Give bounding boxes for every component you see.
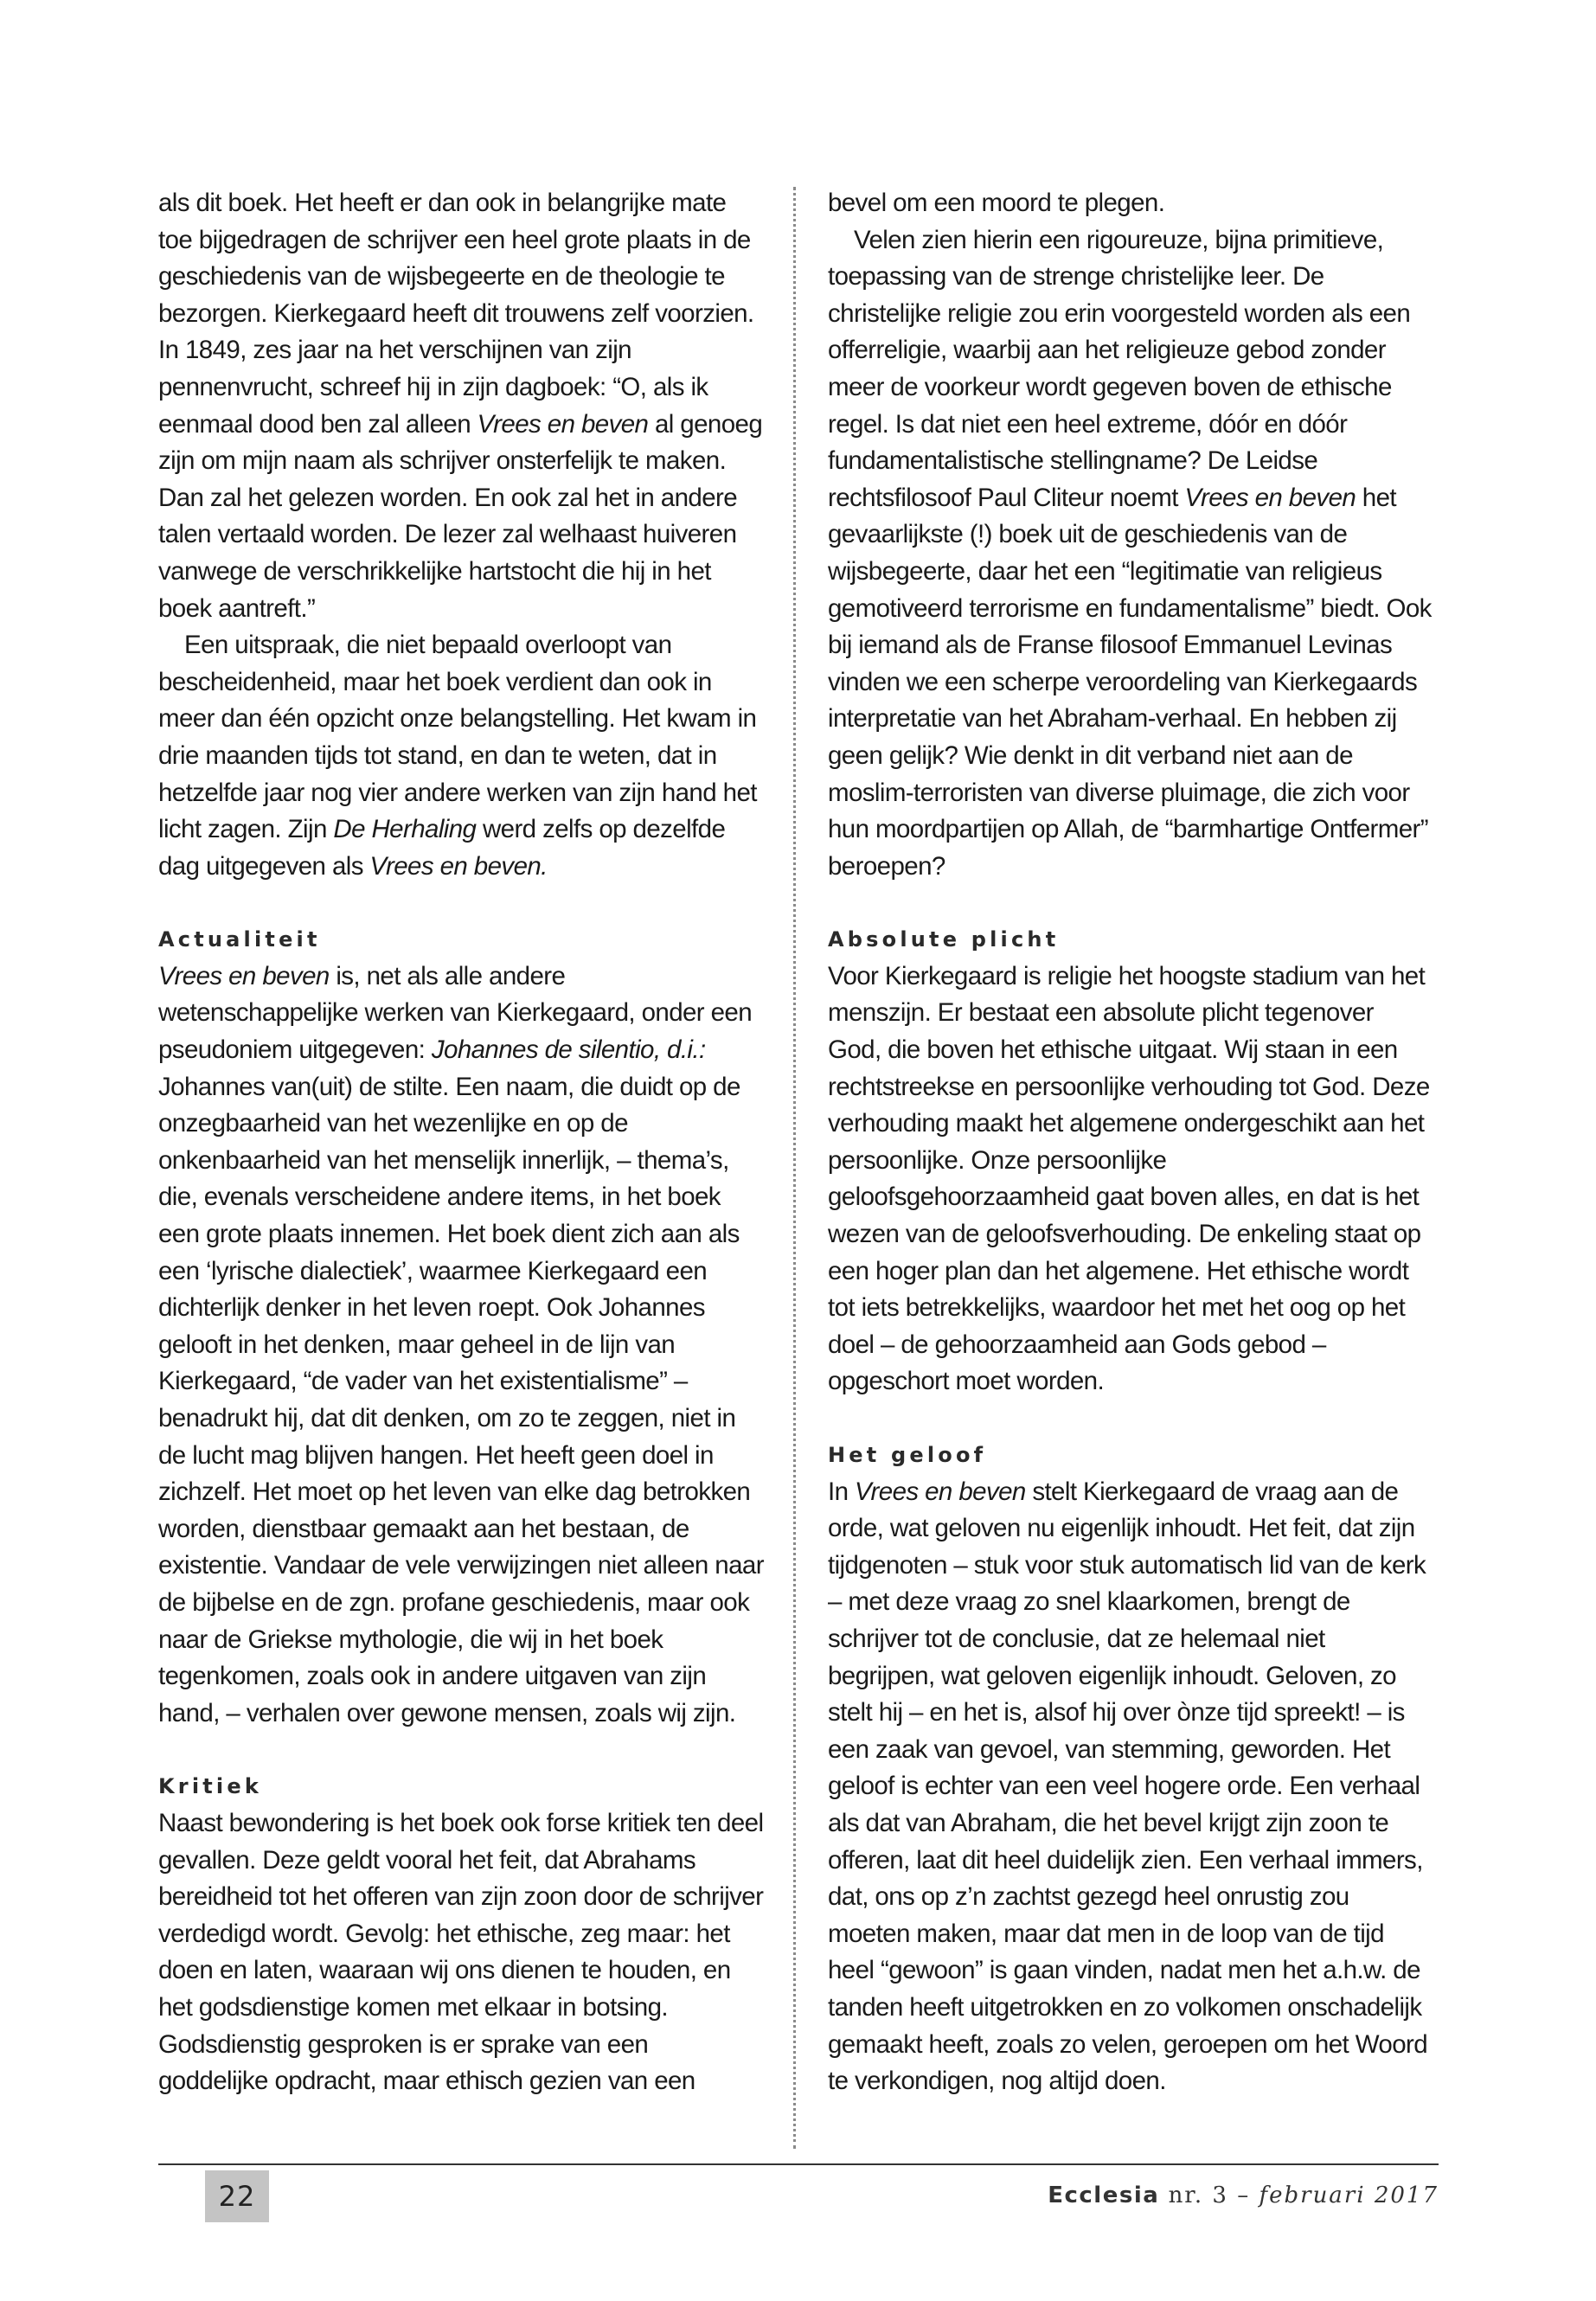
paragraph: als dit boek. Het heeft er dan ook in belangrijke mate toe bijgedragen de schrijver een heel grote plaats in de geschiedenis van de wijsbegeerte en de theologie te bezorgen. Kierkegaard heeft dit trouwens zelf voorzien. In 1849, zes jaar na het verschijnen van zijn pennenvrucht, schreef hij in zijn dagboek: “O, als ik eenmaal dood ben zal alleen Vrees en beven al genoeg zijn om mijn naam als schrijver onsterfelijk te maken. Dan zal het gelezen worden. En ook zal het in andere talen vertaald worden. De lezer zal welhaast huiveren vanwege de verschrikkelijke hartstocht die hij in het boek aantreft.” <box>158 189 763 623</box>
section-heading-het-geloof: Het geloof <box>828 1443 987 1467</box>
page-number: 22 <box>205 2170 269 2222</box>
column-divider <box>793 187 796 2149</box>
section-heading-absolute-plicht: Absolute plicht <box>828 927 1060 952</box>
paragraph: Vrees en beven is, net als alle andere wetenschappelijke werken van Kierkegaard, onder een pseudoniem uitgegeven: Johannes de silentio, d.i.: Johannes van(uit) de stilte. Een naam, die duidt op de onzegbaarheid van het wezenlijke en op de onkenbaarheid van het menselijk innerlijk, – thema’s, die, evenals verscheidene andere items, in het boek een grote plaats innemen. Het boek dient zich aan als een ‘lyrische dialectiek’, waarmee Kierkegaard een dichterlijk denker in het leven roept. Ook Johannes gelooft in het denken, maar geheel in de lijn van Kierkegaard, “de vader van het existentialisme” – benadrukt hij, dat dit denken, om zo te zeggen, niet in de lucht mag blijven hangen. Het heeft geen doel in zichzelf. Het moet op het leven van elke dag betrokken worden, dienstbaar gemaakt aan het bestaan, de existentie. Vandaar de vele verwijzingen niet alleen naar de bijbelse en de zgn. profane geschiedenis, maar ook naar de Griekse mythologie, die wij in het boek tegenkomen, zoals ook in andere uitgaven van zijn hand, – verhalen over gewone mensen, zoals wij zijn. <box>158 961 764 1727</box>
paragraph: Naast bewondering is het boek ook forse kritiek ten deel gevallen. Deze geldt vooral het feit, dat Abrahams bereidheid tot het offeren van zijn zoon door de schrijver verdedigd wordt. Gevolg: het ethische, zeg maar: het doen en laten, waaraan wij ons dienen te houden, en het godsdienstige komen met elkaar in botsing. Godsdienstig gesproken is er sprake van een goddelijke opdracht, maar ethisch gezien van een <box>158 1808 764 2096</box>
right-column <box>828 185 1433 2100</box>
paragraph: bevel om een moord te plegen. <box>828 189 1165 217</box>
footer-issue-info <box>1048 2178 1439 2213</box>
section-heading-actualiteit: Actualiteit <box>158 927 321 952</box>
section-heading-kritiek: Kritiek <box>158 1774 262 1799</box>
paragraph: Voor Kierkegaard is religie het hoogste stadium van het menszijn. Er bestaat een absolute plicht tegenover God, die boven het ethische uitgaat. Wij staan in een rechtstreekse en persoonlijke verhouding tot God. Deze verhouding maakt het algemene ondergeschikt aan het persoonlijke. Onze persoonlijke geloofsgehoorzaamheid gaat boven alles, en dat is het wezen van de geloofsverhouding. De enkeling staat op een hoger plan dan het algemene. Het ethische wordt tot iets betrekkelijks, waardoor het met het oog op het doel – de gehoorzaamheid aan Gods gebod – opgeschort moet worden. <box>828 961 1430 1396</box>
paragraph: In Vrees en beven stelt Kierkegaard de vraag aan de orde, wat geloven nu eigenlijk inhoudt. Het feit, dat zijn tijdgenoten – stuk voor stuk automatisch lid van de kerk – met deze vraag zo snel klaarkomen, brengt de schrijver tot de conclusie, dat ze helemaal niet begrijpen, wat geloven eigenlijk inhoudt. Geloven, zo stelt hij – en het is, alsof hij over ònze tijd spreekt! – is een zaak van gevoel, van stemming, geworden. Het geloof is echter van een veel hogere orde. Een verhaal als dat van Abraham, die het bevel krijgt zijn zoon te offeren, laat dit heel duidelijk zien. Een verhaal immers, dat, ons op z’n zachtst gezegd heel onrustig zou moeten maken, maar dat men in de loop van de tijd heel “gewoon” is gaan vinden, nadat men het a.h.w. de tanden heeft uitgetrokken en zo volkomen onschadelijk gemaakt heeft, zoals zo velen, geroepen om het Woord te verkondigen, nog altijd doen. <box>828 1477 1428 2096</box>
left-column <box>158 185 764 2100</box>
paragraph: Velen zien hierin een rigoureuze, bijna primitieve, toepassing van de strenge christelijke leer. De christelijke religie zou erin voorgesteld worden als een offerreligie, waarbij aan het religieuze gebod zonder meer de voorkeur wordt gegeven boven de ethische regel. Is dat niet een heel extreme, dóór en dóór fundamentalistische stellingname? De Leidse rechtsfilosoof Paul Cliteur noemt Vrees en beven het gevaarlijkste (!) boek uit de geschiedenis van de wijsbegeerte, daar het een “legitimatie van religieus gemotiveerd terrorisme en fundamentalisme” biedt. Ook bij iemand als de Franse filosoof Emmanuel Levinas vinden we een scherpe veroordeling van Kierkegaards interpretatie van het Abraham-verhaal. En hebben zij geen gelijk? Wie denkt in dit verband niet aan de moslim-terroristen van diverse pluimage, die zich voor hun moordpartijen op Allah, de “barmhartige Ontfermer” beroepen? <box>828 225 1432 881</box>
issue-date: februari 2017 <box>1259 2182 1439 2208</box>
footer-rule <box>158 2163 1439 2165</box>
magazine-name: Ecclesia <box>1048 2182 1160 2208</box>
issue-number: nr. 3 – <box>1168 2182 1251 2208</box>
paragraph: Een uitspraak, die niet bepaald overloopt van bescheidenheid, maar het boek verdient dan ook in meer dan één opzicht onze belangstelling. Het kwam in drie maanden tijds tot stand, en dan te weten, dat in hetzelfde jaar nog vier andere werken van zijn hand het licht zagen. Zijn De Herhaling werd zelfs op dezelfde dag uitgegeven als Vrees en beven. <box>158 631 757 881</box>
